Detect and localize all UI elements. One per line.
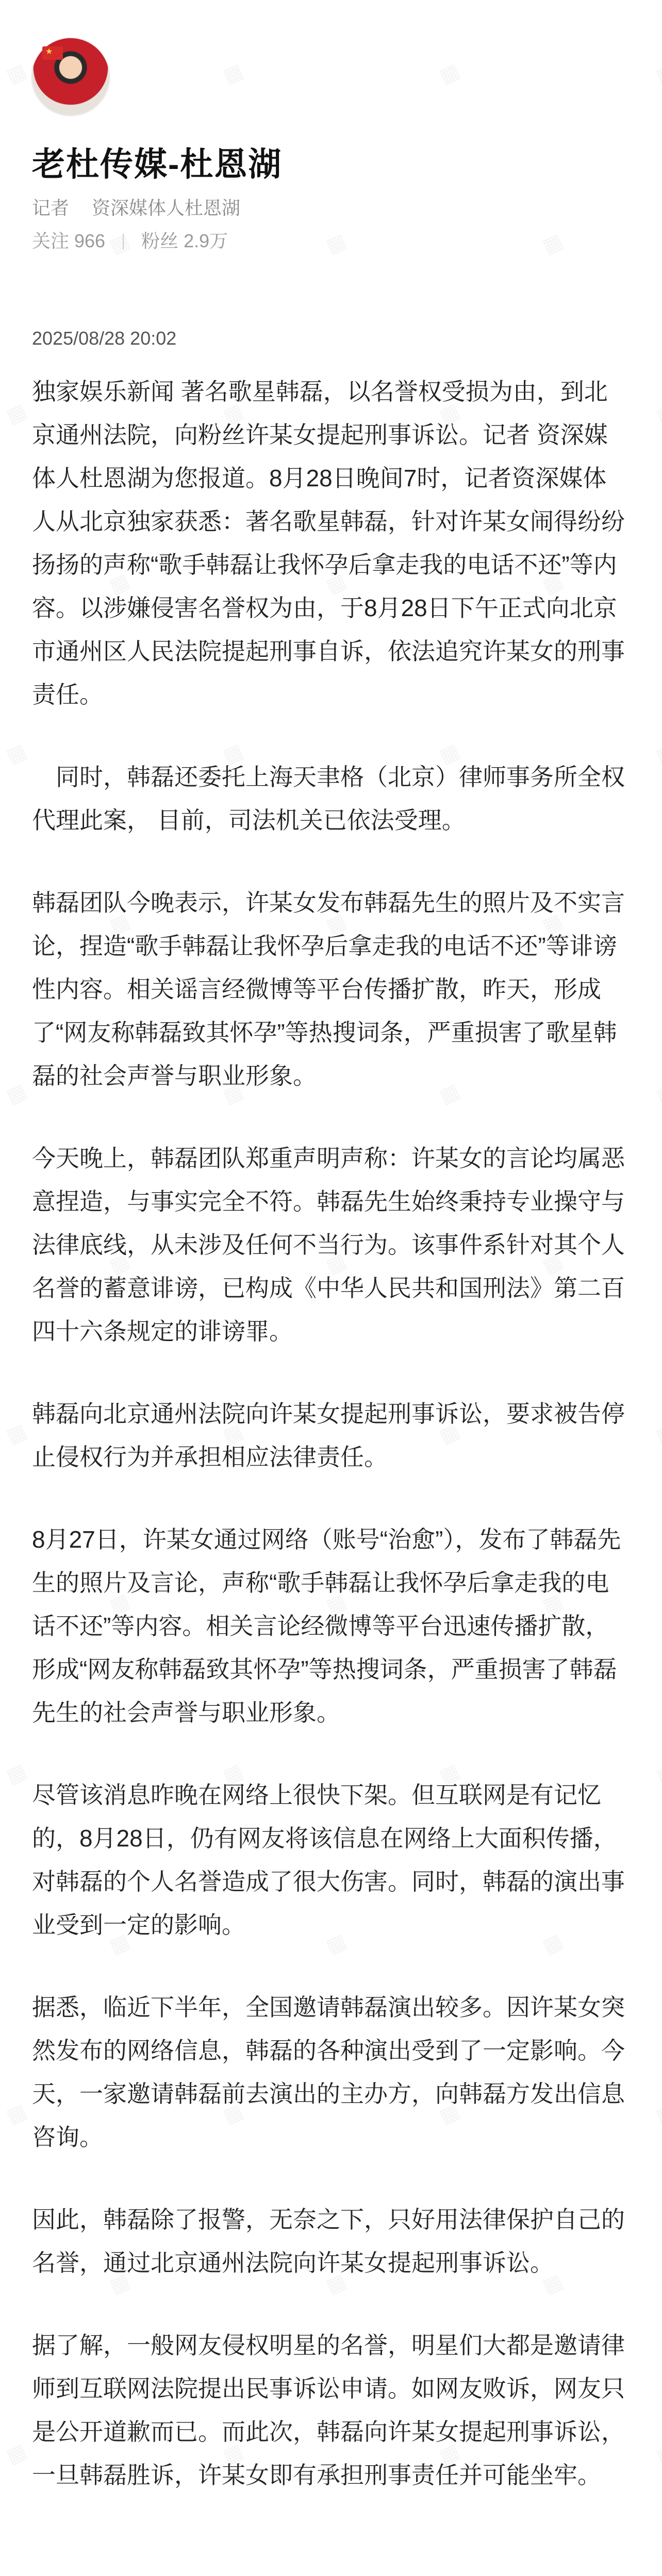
- profile-role: 记者: [32, 197, 70, 218]
- watermark-mark: [3, 59, 30, 89]
- watermark-mark: [3, 2099, 30, 2129]
- watermark-mark: [3, 2439, 30, 2469]
- watermark-mark: [3, 1079, 30, 1109]
- watermark-mark: [3, 1759, 30, 1789]
- profile-title: 资深媒体人杜恩湖: [92, 197, 241, 218]
- article-body: [32, 370, 630, 2536]
- flag-icon: [42, 46, 63, 60]
- article-paragraph: 因此，韩磊除了报警，无奈之下，只好用法律保护自己的名誉，通过北京通州法院向许某女提起刑事诉讼。: [32, 2206, 625, 2276]
- article-paragraph: 独家娱乐新闻 著名歌星韩磊，以名誉权受损为由，到北京通州法院，向粉丝许某女提起刑事诉讼。记者 资深媒体人杜恩湖为您报道。8月28日晚间7时，记者资深媒体人从北京独家获悉：著名歌星韩磊，针对许某女闹得纷纷扬扬的声称“歌手韩磊让我怀孕后拿走我的电话不还”等内容。以涉嫌侵害名誉权为由，于8月28日下午正式向北京市通州区人民法院提起刑事自诉，依法追究许某女的刑事责任。: [32, 378, 625, 708]
- watermark-mark: [219, 59, 247, 89]
- watermark-mark: [322, 229, 350, 259]
- post-date: 2025/08/28 20:02: [32, 328, 177, 349]
- profile-name[interactable]: 老杜传媒-杜恩湖: [32, 146, 283, 183]
- watermark-mark: [652, 1759, 662, 1789]
- following-count[interactable]: 关注 966: [32, 230, 106, 251]
- article-paragraph: 据了解，一般网友侵权明星的名誉，明星们大都是邀请律师到互联网法院提出民事诉讼申请。如网友败诉，网友只是公开道歉而已。而此次，韩磊向许某女提起刑事诉讼，一旦韩磊胜诉，许某女即有承担刑事责任并可能坐牢。: [32, 2332, 625, 2488]
- article-paragraph: 同时，韩磊还委托上海天聿格（北京）律师事务所全权代理此案， 目前，司法机关已依法受理。: [32, 764, 625, 834]
- avatar[interactable]: [32, 38, 109, 115]
- watermark-mark: [3, 1419, 30, 1449]
- article-paragraph: 尽管该消息昨晚在网络上很快下架。但互联网是有记忆的，8月28日，仍有网友将该信息在网络上大面积传播，对韩磊的个人名誉造成了很大伤害。同时，韩磊的演出事业受到一定的影响。: [32, 1782, 625, 1938]
- profile-role-row: [32, 194, 258, 220]
- article-paragraph: 8月27日，许某女通过网络（账号“治愈”），发布了韩磊先生的照片及言论，声称“歌手韩磊让我怀孕后拿走我的电话不还”等内容。相关言论经微博等平台迅速传播扩散，形成“网友称韩磊致其怀孕”等热搜词条，严重损害了韩磊先生的社会声誉与职业形象。: [32, 1526, 621, 1726]
- watermark-mark: [539, 229, 567, 259]
- watermark-mark: [436, 59, 464, 89]
- stats-divider: [123, 234, 124, 249]
- watermark-mark: [652, 739, 662, 769]
- watermark-mark: [3, 399, 30, 429]
- profile-stats: [32, 227, 228, 253]
- watermark-mark: [652, 2439, 662, 2469]
- article-paragraph: 今天晚上，韩磊团队郑重声明声称：许某女的言论均属恶意捏造，与事实完全不符。韩磊先生始终秉持专业操守与法律底线，从未涉及任何不当行为。该事件系针对其个人名誉的蓄意诽谤，已构成《中华人民共和国刑法》第二百四十六条规定的诽谤罪。: [32, 1145, 625, 1345]
- watermark-mark: [652, 399, 662, 429]
- watermark-mark: [652, 59, 662, 89]
- watermark-mark: [652, 1079, 662, 1109]
- watermark-mark: [652, 1419, 662, 1449]
- article-paragraph: 据悉，临近下半年，全国邀请韩磊演出较多。因许某女突然发布的网络信息，韩磊的各种演出受到了一定影响。今天，一家邀请韩磊前去演出的主办方，向韩磊方发出信息咨询。: [32, 1994, 625, 2150]
- followers-count[interactable]: 粉丝 2.9万: [141, 230, 228, 251]
- watermark-mark: [3, 739, 30, 769]
- article-paragraph: 韩磊向北京通州法院向许某女提起刑事诉讼，要求被告停止侵权行为并承担相应法律责任。: [32, 1400, 625, 1470]
- watermark-mark: [652, 2099, 662, 2129]
- article-paragraph: 韩磊团队今晚表示，许某女发布韩磊先生的照片及不实言论，捏造“歌手韩磊让我怀孕后拿走我的电话不还”等诽谤性内容。相关谣言经微博等平台传播扩散，昨天，形成了“网友称韩磊致其怀孕”等热搜词条，严重损害了歌星韩磊的社会声誉与职业形象。: [32, 889, 625, 1089]
